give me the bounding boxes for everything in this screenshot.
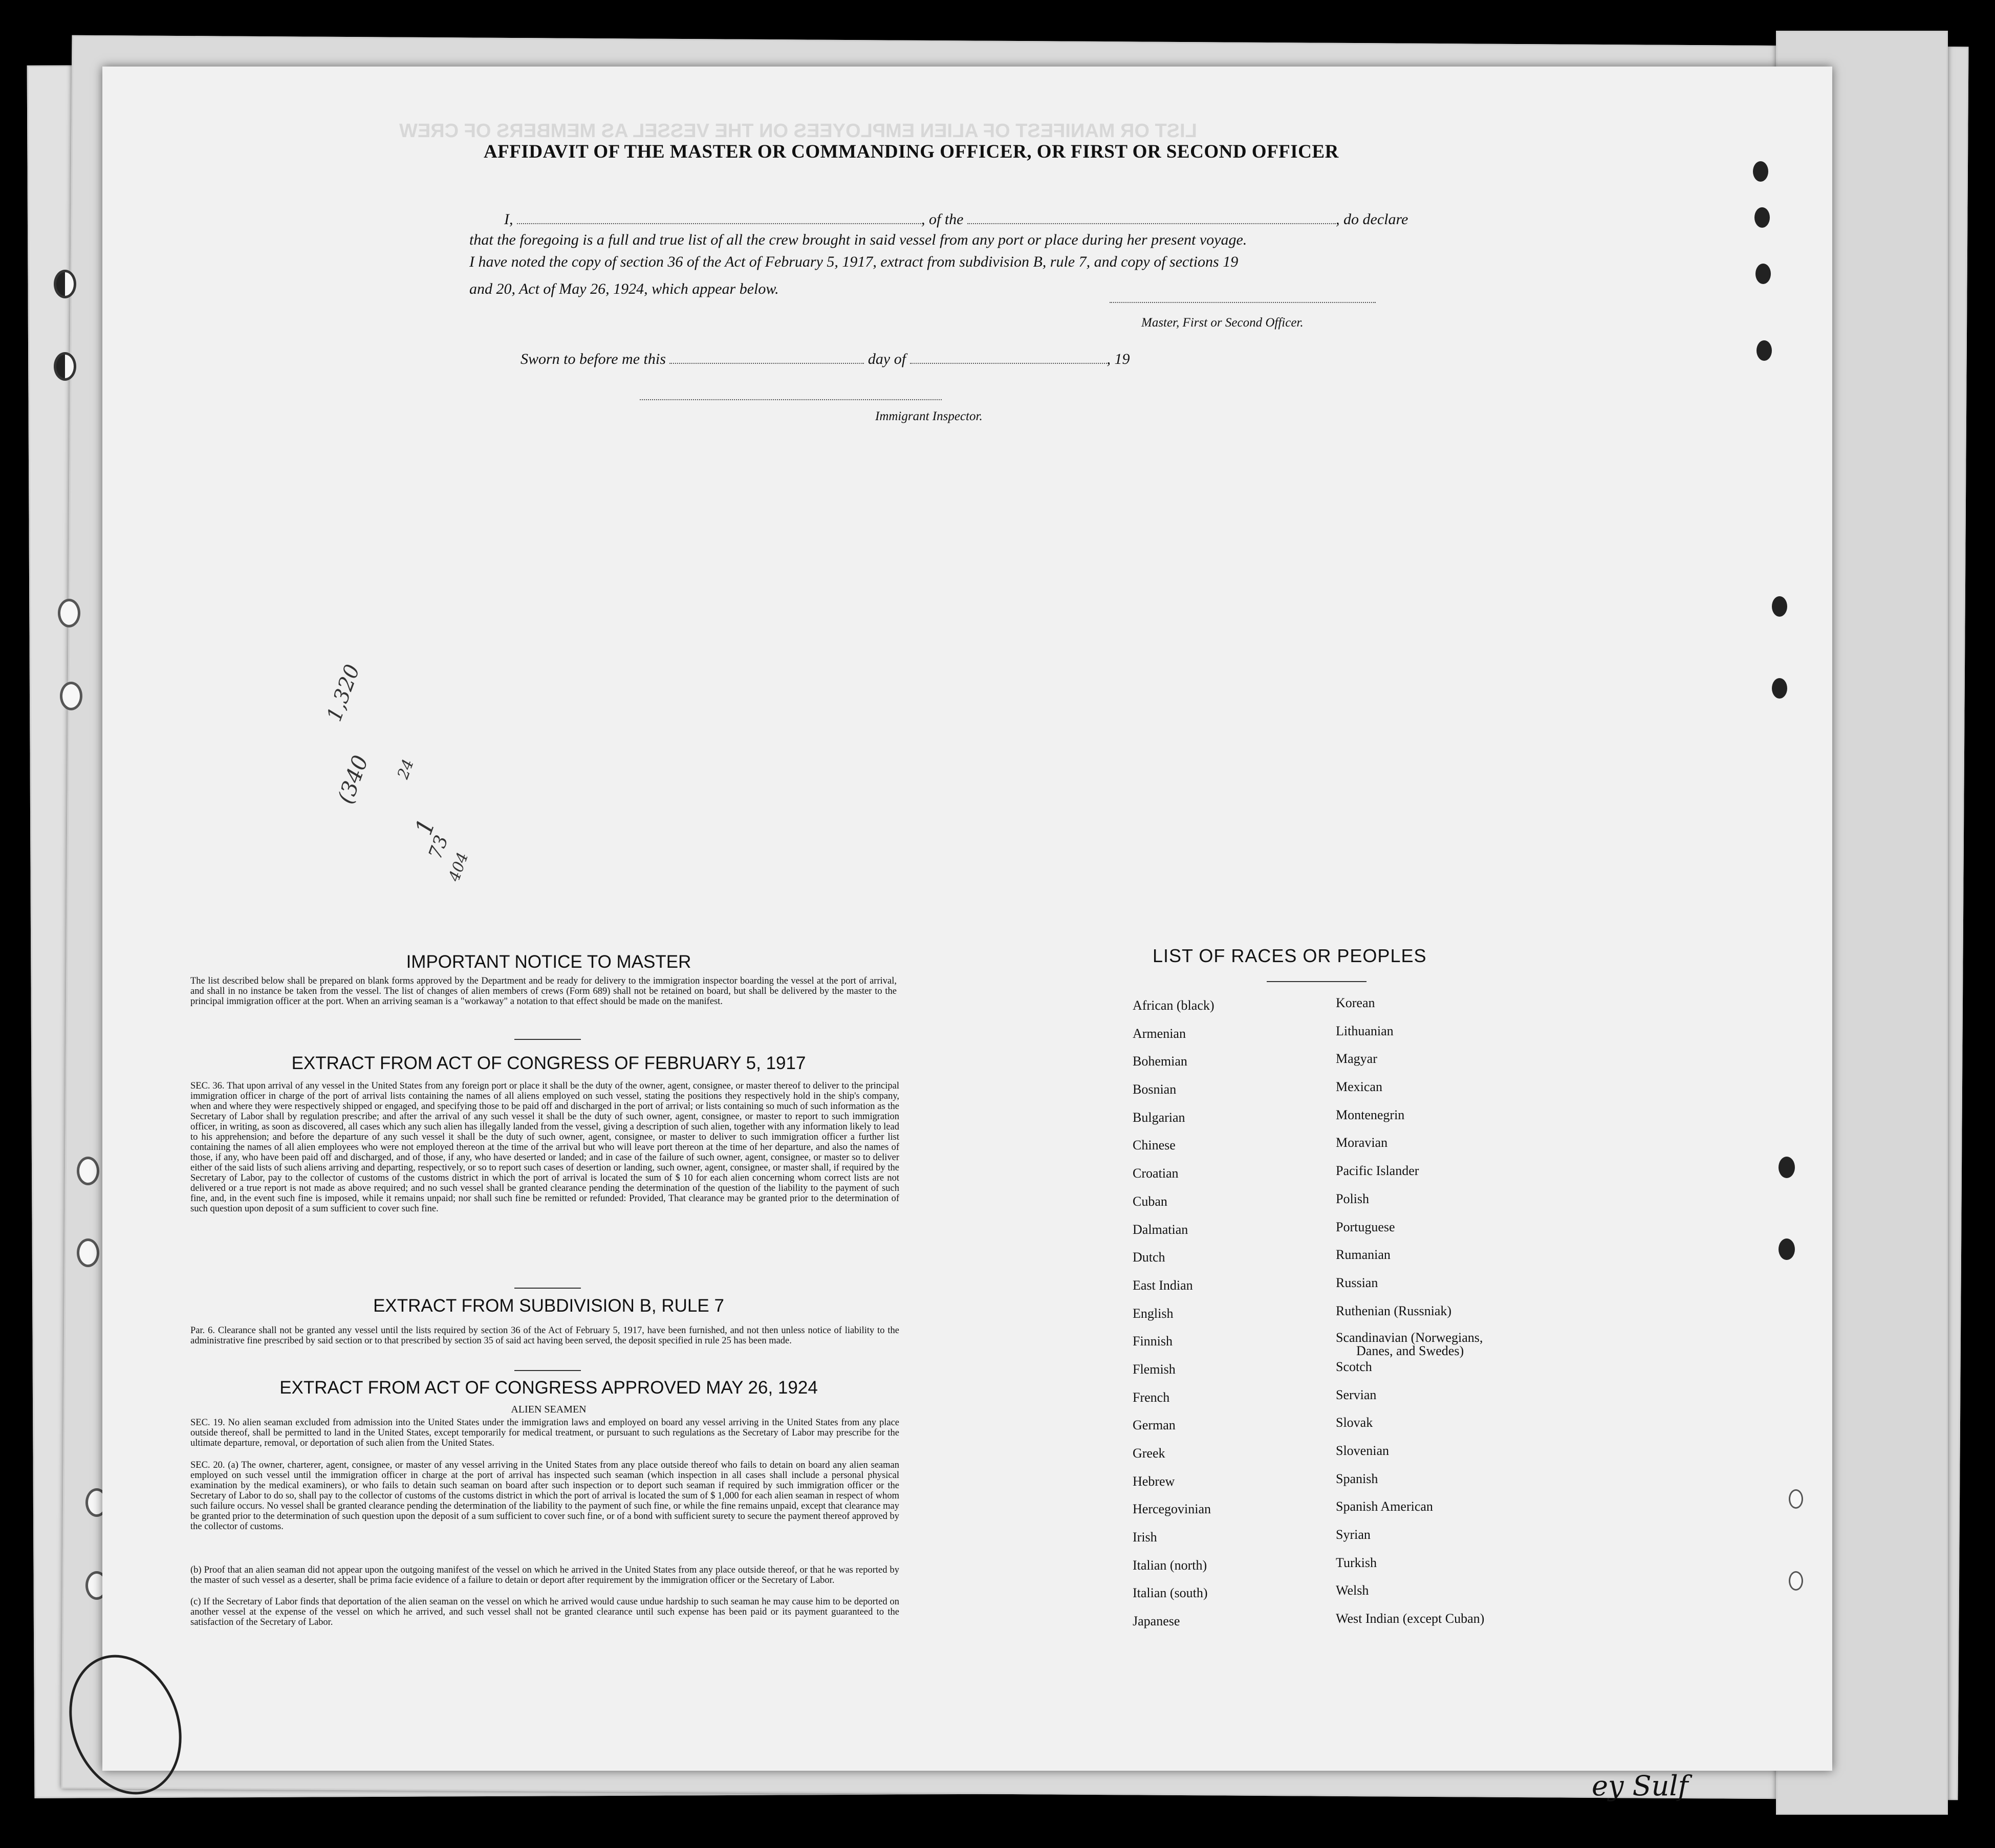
- divider: [514, 1288, 581, 1289]
- divider: [514, 1039, 581, 1040]
- race-item: Turkish: [1336, 1555, 1377, 1570]
- punch-hole-icon: [54, 352, 76, 381]
- race-item-scandinavian: [1336, 1331, 1484, 1359]
- affidavit-title: AFFIDAVIT OF THE MASTER OR COMMANDING OFFICER, OR FIRST OR SECOND OFFICER: [484, 141, 1339, 162]
- extract-1924-sec19: SEC. 19. No alien seaman excluded from admission into the United States under the immigration laws and employed on board any vessel arriving in the United States from any place outside thereof, shall be permitted to land in the United States, except temporarily for medical treatment, or pursuant to such regulations as the Secretary of Labor may prescribe for the ultimate departure, removal, or deportation of such alien from the United States.: [190, 1418, 899, 1448]
- affidavit-line-2: that the foregoing is a full and true list of all the crew brought in said vessel from any port or place during her present voyage.: [469, 231, 1247, 248]
- punch-hole-icon: [1753, 161, 1768, 182]
- race-item: Lithuanian: [1336, 1023, 1394, 1038]
- race-item: Magyar: [1336, 1051, 1377, 1067]
- affidavit-line-1: [504, 210, 1408, 228]
- affidavit-i: I,: [504, 211, 513, 228]
- notice-title: IMPORTANT NOTICE TO MASTER: [406, 952, 691, 972]
- extract-1924-title: EXTRACT FROM ACT OF CONGRESS APPROVED MAY 26, 1924: [279, 1378, 818, 1398]
- races-title: LIST OF RACES OR PEOPLES: [1153, 945, 1427, 966]
- race-item: Welsh: [1336, 1583, 1369, 1598]
- sworn-text: Sworn to before me this: [521, 351, 666, 367]
- race-item: Cuban: [1133, 1193, 1167, 1209]
- punch-hole-icon: [1772, 596, 1787, 617]
- punch-hole-icon: [1757, 340, 1772, 361]
- race-item: Scotch: [1336, 1359, 1372, 1374]
- race-item: Hercegovinian: [1133, 1502, 1211, 1517]
- race-item: Scandinavian (Norwegians,: [1336, 1330, 1483, 1345]
- punch-hole-icon: [54, 270, 76, 298]
- race-item: Spanish: [1336, 1471, 1378, 1486]
- sworn-year: , 19: [1107, 351, 1130, 367]
- punch-hole-icon: [1779, 1157, 1795, 1178]
- bleed-through-title: LIST OR MANIFEST OF ALIEN EMPLOYEES ON THE VESSEL AS MEMBERS OF CREW: [399, 120, 1197, 142]
- race-item: Russian: [1336, 1275, 1378, 1290]
- handwritten-number: (340: [333, 752, 374, 807]
- race-item: Bulgarian: [1133, 1110, 1185, 1125]
- race-item: Montenegrin: [1336, 1107, 1405, 1122]
- race-item: Greek: [1133, 1446, 1165, 1461]
- divider: [514, 1370, 581, 1371]
- race-item: Hebrew: [1133, 1473, 1175, 1489]
- handwritten-number: 1,320: [322, 661, 365, 725]
- race-item: Mexican: [1336, 1079, 1382, 1095]
- race-item: Finnish: [1133, 1334, 1173, 1349]
- punch-hole-icon: [77, 1238, 99, 1267]
- race-item: Armenian: [1133, 1026, 1186, 1041]
- inspector-signature-line: [640, 396, 942, 400]
- race-item: Korean: [1336, 995, 1375, 1010]
- race-item: Rumanian: [1336, 1247, 1391, 1263]
- officer-caption: Master, First or Second Officer.: [1141, 316, 1304, 330]
- extract-1917-body: SEC. 36. That upon arrival of any vessel in the United States from any foreign port or place it shall be the duty of the owner, agent, consignee, or master thereof to deliver to the principal immigration officer in charge of the port of arrival lists containing the names of all aliens employed on such vessel, stating the positions they respectively hold in the ship's company, when and where they were respectively shipped or engaged, and specifying those to be paid off and discharged in the port of arrival; or lists containing so much of such information as the Secretary of Labor shall by regulation prescribe; and after the arrival of any such vessel it shall be the duty of such owner, agent, consignee, or master to report to such immigration officer, in writing, as soon as discovered, all cases which any such alien has illegally landed from the vessel, giving a description of such alien, together with any information likely to lead to his apprehension; and before the departure of any such vessel it shall be the duty of such owner, agent, consignee, or master to deliver to such immigration officer a further list containing the names of all alien employees who were not employed thereon at the time of the arrival but who will leave port thereon at the time of her departure, and also the names of those, if any, who have been paid off and discharged, and of those, if any, who have deserted or landed; and in case of the failure of such owner, agent, consignee, or master so to deliver either of the said lists of such aliens arriving and departing, respectively, or so to report such cases of desertion or landing, such owner, agent, consignee, or master shall, if required by the Secretary of Labor, pay to the collector of customs of the customs district in which the port of arrival is located the sum of $ 10 for each alien concerning whom correct lists are not delivered or a true report is not made as above required; and no such vessel shall be granted clearance pending the determination of the question of the liability to the payment of such fine, and, in the event such fine is imposed, while it remains unpaid; nor shall such fine be remitted or refunded: Provided, That clearance may be granted prior to the determination of such question upon deposit of a sum sufficient to cover such fine.: [190, 1081, 899, 1214]
- race-item: French: [1133, 1389, 1170, 1405]
- race-item: Bohemian: [1133, 1054, 1187, 1069]
- notice-body: The list described below shall be prepared on blank forms approved by the Department and be ready for delivery to the immigration inspector boarding the vessel at the port of arrival, and shall in no instance be taken from the vessel. The list of changes of alien members of crews (Form 689) shall not be retained on board, but shall be delivered by the master to the principal immigration officer at the port. When an arriving seaman is a "workaway" a notation to that effect should be made on the manifest.: [190, 976, 897, 1007]
- sworn-day-blank: [669, 350, 864, 364]
- affidavit-do-declare: , do declare: [1336, 211, 1408, 228]
- signature-fragment: ey Sulf: [1592, 1770, 1688, 1802]
- race-item: Moravian: [1336, 1135, 1388, 1150]
- punch-hole-icon: [1789, 1571, 1803, 1591]
- race-item: Croatian: [1133, 1166, 1179, 1181]
- punch-hole-icon: [1755, 264, 1771, 284]
- extract-1924-sec20c: (c) If the Secretary of Labor finds that deportation of the alien seaman on the vessel on which he arrived would cause undue hardship to such seaman he may cause him to be deported on another vessel at the expense of the vessel on which he arrived, and such vessel shall not be granted clearance until such expense has been paid or its payment guaranteed to the satisfaction of the Secretary of Labor.: [190, 1597, 899, 1627]
- races-right-column: [1336, 995, 1484, 1639]
- race-item: Portuguese: [1336, 1219, 1395, 1234]
- sworn-line: [521, 350, 1130, 368]
- punch-hole-icon: [58, 599, 80, 627]
- extract-1924-sec20b: (b) Proof that an alien seaman did not appear upon the outgoing manifest of the vessel on which he arrived in the United States from any place outside thereof, or that he was reported by the master of such vessel as a deserter, shall be prima facie evidence of a failure to detain or deport after requirement by the immigration officer or the Secretary of Labor.: [190, 1565, 899, 1585]
- race-item: Chinese: [1133, 1138, 1176, 1153]
- extract-1924-sec20a: SEC. 20. (a) The owner, charterer, agent, consignee, or master of any vessel arriving in the United States from any place outside thereof who fails to detain on board any alien seaman employed on such vessel until the immigration officer in charge at the port of arrival has inspected such seaman (which inspection in all cases shall include a personal physical examination by the medical examiners), or who fails to detain such seaman on board after such inspection or to deport such seaman if required by such immigration officer or the Secretary of Labor to do so, shall pay to the collector of customs of the customs district in which the port of arrival is located the sum of $ 1,000 for each alien seaman in respect of whom such failure occurs. No vessel shall be granted clearance pending the determination of the liability to the payment of such fine, or while the fine remains unpaid, except that clearance may be granted prior to the determination of such question upon the deposit of a sum sufficient to cover such fine, or of a bond with sufficient surety to secure the payment thereof approved by the collector of customs.: [190, 1460, 899, 1532]
- races-title-underline: [1267, 981, 1367, 982]
- race-item: Polish: [1336, 1191, 1370, 1206]
- race-item: Ruthenian (Russniak): [1336, 1303, 1452, 1318]
- race-item: Syrian: [1336, 1527, 1371, 1542]
- race-item: Slovak: [1336, 1415, 1373, 1430]
- race-item: Italian (south): [1133, 1585, 1208, 1601]
- races-left-column: [1133, 998, 1215, 1642]
- handwritten-number: 73: [425, 832, 453, 862]
- race-item: Flemish: [1133, 1361, 1176, 1377]
- handwritten-number: 24: [394, 757, 418, 781]
- inspector-caption: Immigrant Inspector.: [875, 409, 983, 423]
- punch-hole-icon: [1754, 207, 1770, 228]
- race-item: West Indian (except Cuban): [1336, 1611, 1485, 1626]
- race-item: Bosnian: [1133, 1082, 1177, 1097]
- race-item: African (black): [1133, 998, 1215, 1013]
- sworn-day-of: day of: [868, 351, 906, 367]
- extract-rule7-body: Par. 6. Clearance shall not be granted any vessel until the lists required by section 36 of the Act of February 5, 1917, have been furnished, and not then unless notice of liability to the administrative fine prescribed by said section or to that prescribed by section 35 of said act having been served, the deposit specified in rule 25 has been made.: [190, 1325, 899, 1346]
- race-item: Pacific Islander: [1336, 1163, 1419, 1179]
- extract-1924-subtitle: ALIEN SEAMEN: [511, 1404, 587, 1415]
- extract-1917-title: EXTRACT FROM ACT OF CONGRESS OF FEBRUARY 5, 1917: [291, 1053, 806, 1073]
- race-item: Danes, and Swedes): [1356, 1343, 1464, 1359]
- punch-hole-icon: [1779, 1238, 1795, 1260]
- officer-signature-line: [1110, 299, 1376, 303]
- handwritten-number: 1: [409, 815, 441, 839]
- punch-hole-icon: [1772, 678, 1787, 699]
- race-item: Dutch: [1133, 1250, 1165, 1265]
- punch-hole-icon: [60, 682, 82, 710]
- race-item: Servian: [1336, 1387, 1377, 1402]
- race-item: English: [1133, 1306, 1174, 1321]
- race-item: Spanish American: [1336, 1499, 1433, 1514]
- affidavit-line-4: and 20, Act of May 26, 1924, which appear below.: [469, 280, 779, 297]
- race-item: Japanese: [1133, 1614, 1180, 1629]
- punch-hole-icon: [77, 1157, 99, 1185]
- affidavit-of-the: , of the: [921, 211, 964, 228]
- sworn-month-blank: [910, 350, 1107, 364]
- punch-hole-icon: [1789, 1489, 1803, 1509]
- race-item: Italian (north): [1133, 1557, 1207, 1573]
- handwritten-number: 404: [445, 850, 472, 884]
- race-item: Slovenian: [1336, 1443, 1389, 1458]
- race-item: Irish: [1133, 1530, 1157, 1545]
- extract-rule7-title: EXTRACT FROM SUBDIVISION B, RULE 7: [373, 1296, 724, 1316]
- name-blank: [517, 210, 921, 224]
- affidavit-line-3: I have noted the copy of section 36 of the Act of February 5, 1917, extract from subdivision B, rule 7, and copy of sections 19: [469, 253, 1239, 270]
- race-item: German: [1133, 1418, 1176, 1433]
- race-item: East Indian: [1133, 1277, 1193, 1293]
- race-item: Dalmatian: [1133, 1222, 1188, 1237]
- vessel-blank: [967, 210, 1336, 224]
